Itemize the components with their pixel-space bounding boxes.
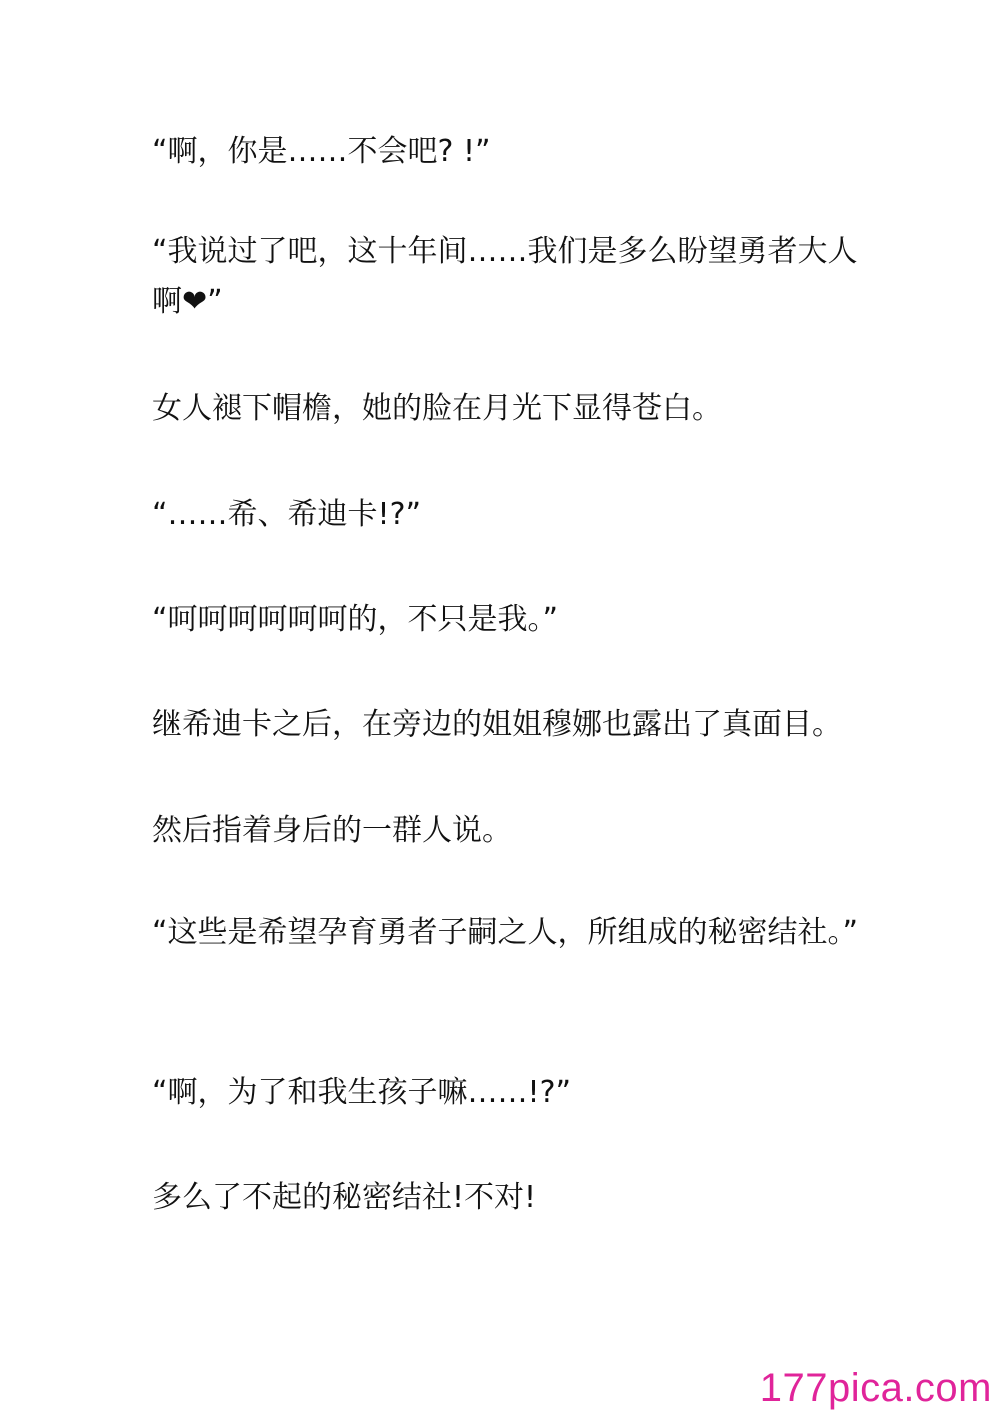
paragraph-10: 多么了不起的秘密结社!不对!	[152, 1180, 537, 1215]
paragraph-6: 继希迪卡之后，在旁边的姐姐穆娜也露出了真面目。	[152, 707, 842, 742]
paragraph-9: “啊，为了和我生孩子嘛……!?”	[152, 1075, 572, 1110]
paragraph-5: “呵呵呵呵呵呵的，不只是我。”	[152, 602, 559, 637]
paragraph-7: 然后指着身后的一群人说。	[152, 813, 512, 848]
paragraph-4: “……希、希迪卡!?”	[152, 497, 422, 532]
paragraph-8: “这些是希望孕育勇者子嗣之人，所组成的秘密结社。”	[152, 915, 859, 950]
paragraph-1: “啊，你是……不会吧? !”	[152, 134, 491, 169]
paragraph-2: “我说过了吧，这十年间……我们是多么盼望勇者大人啊❤”	[152, 234, 858, 319]
paragraph-3: 女人褪下帽檐，她的脸在月光下显得苍白。	[152, 391, 722, 426]
watermark-text: 177pica.com	[759, 1366, 992, 1410]
